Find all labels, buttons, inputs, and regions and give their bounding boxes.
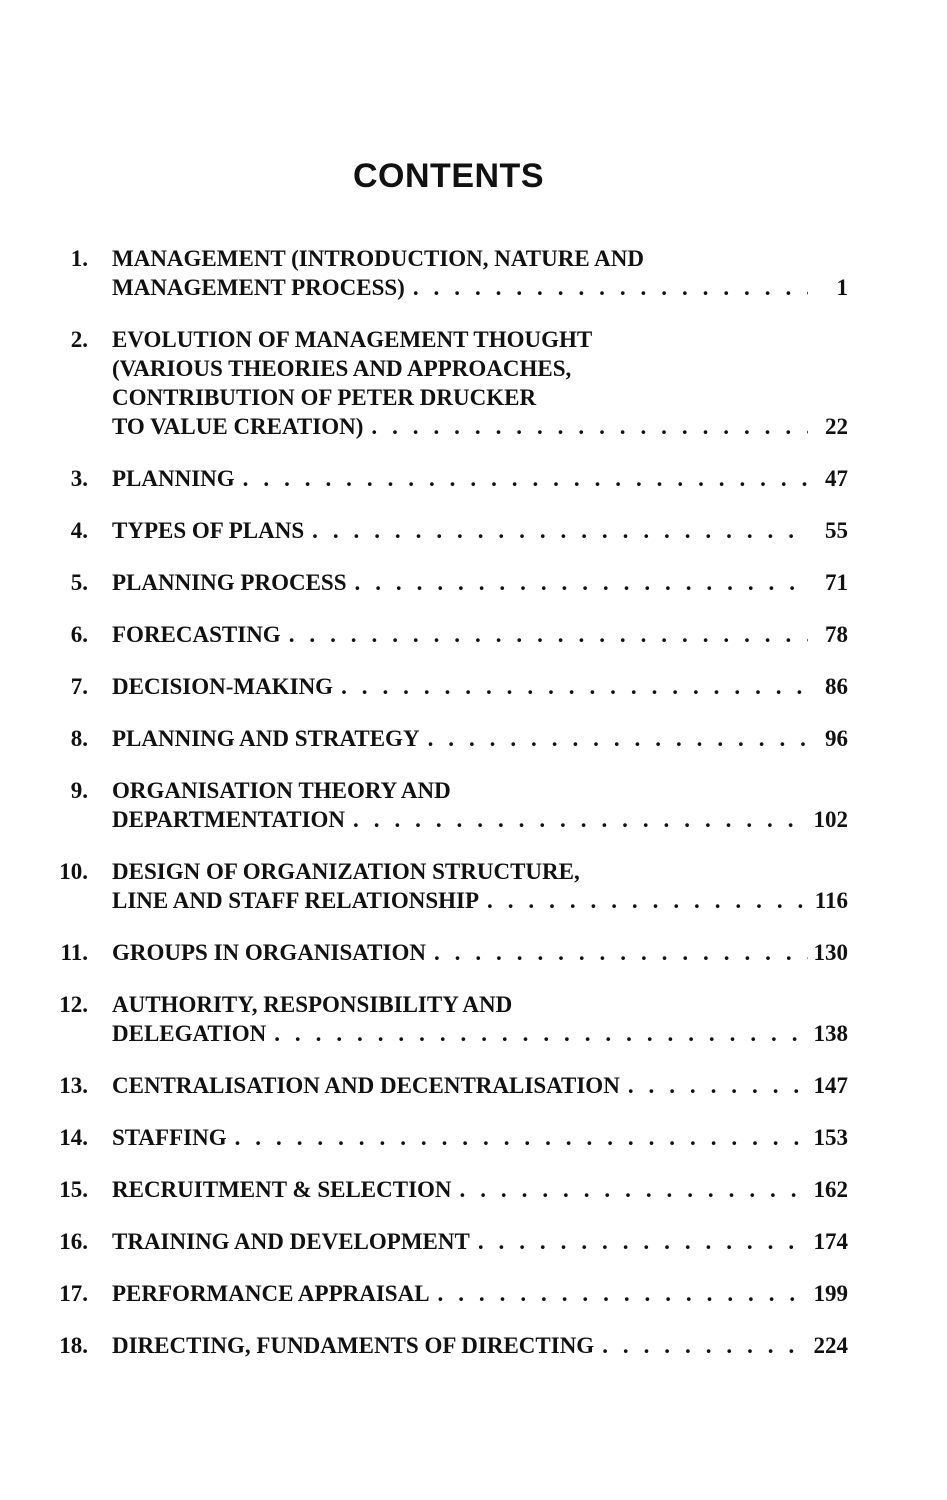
chapter-title-line: CENTRALISATION AND DECENTRALISATION — [112, 1073, 620, 1098]
chapter-title-block — [112, 1071, 848, 1100]
page-number: 153 — [813, 1125, 848, 1150]
toc-entry[interactable] — [0, 1279, 947, 1308]
page-number: 130 — [813, 940, 848, 965]
chapter-number: 15. — [59, 1177, 88, 1202]
chapter-title-line: TYPES OF PLANS — [112, 518, 305, 543]
chapter-title-block — [112, 568, 848, 597]
chapter-title-final-line — [112, 938, 848, 967]
dot-leader — [438, 1279, 808, 1308]
chapter-title-line: GROUPS IN ORGANISATION — [112, 940, 426, 965]
chapter-number: 4. — [70, 518, 88, 543]
chapter-title-final-line — [112, 886, 848, 915]
page-number: 102 — [813, 807, 848, 832]
dot-leader — [341, 672, 808, 701]
chapter-title-block — [112, 1331, 848, 1360]
chapter-number: 13. — [59, 1073, 88, 1098]
page-number: 22 — [825, 414, 848, 439]
toc-entry[interactable] — [0, 516, 947, 545]
toc-entry[interactable] — [0, 672, 947, 701]
toc-entry[interactable] — [0, 776, 947, 834]
chapter-title-block — [112, 244, 848, 302]
chapter-title-block — [112, 938, 848, 967]
chapter-title-line: TO VALUE CREATION) — [112, 414, 364, 439]
chapter-title-final-line — [112, 1227, 848, 1256]
toc-entry[interactable] — [0, 990, 947, 1048]
page-number: 174 — [813, 1229, 848, 1254]
page-number: 55 — [825, 518, 848, 543]
toc-entry[interactable] — [0, 1175, 947, 1204]
chapter-title-block — [112, 325, 848, 441]
dot-leader — [478, 1227, 808, 1256]
chapter-title-line: RECRUITMENT & SELECTION — [112, 1177, 452, 1202]
toc-entry[interactable] — [0, 724, 947, 753]
chapter-title-block — [112, 724, 848, 753]
chapter-number: 8. — [70, 726, 88, 751]
dot-leader — [371, 412, 808, 441]
dot-leader — [428, 724, 808, 753]
chapter-title-block — [112, 1279, 848, 1308]
chapter-title-final-line — [112, 464, 848, 493]
toc-entry[interactable] — [0, 1331, 947, 1360]
chapter-title-final-line — [112, 620, 848, 649]
dot-leader — [413, 273, 808, 302]
chapter-title-line: DIRECTING, FUNDAMENTS OF DIRECTING — [112, 1333, 595, 1358]
chapter-number: 9. — [70, 778, 88, 803]
toc-entry[interactable] — [0, 244, 947, 302]
chapter-title-line: STAFFING — [112, 1125, 227, 1150]
dot-leader — [243, 464, 808, 493]
toc-entry[interactable] — [0, 325, 947, 441]
chapter-title-line: PERFORMANCE APPRAISAL — [112, 1281, 430, 1306]
dot-leader — [602, 1331, 808, 1360]
dot-leader — [460, 1175, 808, 1204]
chapter-title-block — [112, 1175, 848, 1204]
dot-leader — [274, 1019, 808, 1048]
page-number: 199 — [813, 1281, 848, 1306]
chapter-title-block — [112, 1123, 848, 1152]
page-number: 78 — [825, 622, 848, 647]
page-number: 224 — [813, 1333, 848, 1358]
chapter-title-block — [112, 516, 848, 545]
toc-entry[interactable] — [0, 568, 947, 597]
chapter-number: 10. — [59, 859, 88, 884]
chapter-title-line: DESIGN OF ORGANIZATION STRUCTURE, — [112, 859, 580, 884]
page-number: 116 — [814, 888, 848, 913]
chapter-number: 7. — [70, 674, 88, 699]
page-title: CONTENTS — [353, 157, 544, 195]
toc-entry[interactable] — [0, 620, 947, 649]
chapter-title-final-line — [112, 724, 848, 753]
chapter-title-final-line — [112, 1071, 848, 1100]
chapter-title-line: PLANNING — [112, 466, 235, 491]
chapter-title-block — [112, 464, 848, 493]
chapter-title-line: DELEGATION — [112, 1021, 267, 1046]
toc-entry[interactable] — [0, 857, 947, 915]
chapter-title-line: MANAGEMENT PROCESS) — [112, 275, 405, 300]
toc-entry[interactable] — [0, 938, 947, 967]
page-number: 138 — [813, 1021, 848, 1046]
chapter-number: 18. — [59, 1333, 88, 1358]
chapter-title-line: TRAINING AND DEVELOPMENT — [112, 1229, 470, 1254]
dot-leader — [628, 1071, 808, 1100]
dot-leader — [312, 516, 808, 545]
chapter-title-final-line — [112, 672, 848, 701]
chapter-title-block — [112, 990, 848, 1048]
chapter-title-final-line — [112, 568, 848, 597]
dot-leader — [353, 805, 808, 834]
chapter-title-final-line — [112, 1019, 848, 1048]
chapter-title-line: PLANNING PROCESS — [112, 570, 347, 595]
chapter-number: 16. — [59, 1229, 88, 1254]
chapter-title-final-line — [112, 1279, 848, 1308]
chapter-number: 17. — [59, 1281, 88, 1306]
toc-entry[interactable] — [0, 464, 947, 493]
page-number: 86 — [825, 674, 848, 699]
dot-leader — [434, 938, 808, 967]
chapter-title-line: (VARIOUS THEORIES AND APPROACHES, — [112, 356, 572, 381]
chapter-number: 5. — [70, 570, 88, 595]
chapter-title-block — [112, 857, 848, 915]
page-number: 147 — [813, 1073, 848, 1098]
toc-entry[interactable] — [0, 1227, 947, 1256]
chapter-number: 11. — [60, 940, 88, 965]
page-number: 71 — [825, 570, 848, 595]
chapter-number: 2. — [70, 327, 88, 352]
chapter-title-final-line — [112, 805, 848, 834]
chapter-title-final-line — [112, 412, 848, 441]
chapter-title-final-line — [112, 1123, 848, 1152]
chapter-title-line: DEPARTMENTATION — [112, 807, 346, 832]
dot-leader — [235, 1123, 808, 1152]
toc-entry[interactable] — [0, 1123, 947, 1152]
chapter-title-line: PLANNING AND STRATEGY — [112, 726, 420, 751]
chapter-title-final-line — [112, 1175, 848, 1204]
chapter-title-line: ORGANISATION THEORY AND — [112, 778, 451, 803]
dot-leader — [355, 568, 808, 597]
chapter-number: 3. — [70, 466, 88, 491]
chapter-number: 12. — [59, 992, 88, 1017]
chapter-title-line: EVOLUTION OF MANAGEMENT THOUGHT — [112, 327, 593, 352]
chapter-title-final-line — [112, 273, 848, 302]
chapter-number: 1. — [70, 246, 88, 271]
chapter-title-line: MANAGEMENT (INTRODUCTION, NATURE AND — [112, 246, 645, 271]
page-number: 1 — [836, 275, 848, 300]
chapter-number: 14. — [59, 1125, 88, 1150]
chapter-title-line: CONTRIBUTION OF PETER DRUCKER — [112, 385, 537, 410]
chapter-number: 6. — [70, 622, 88, 647]
chapter-title-block — [112, 776, 848, 834]
chapter-title-line: FORECASTING — [112, 622, 281, 647]
chapter-title-block — [112, 672, 848, 701]
chapter-title-block — [112, 1227, 848, 1256]
page-number: 47 — [825, 466, 848, 491]
table-of-contents — [0, 244, 947, 1383]
page-number: 96 — [825, 726, 848, 751]
chapter-title-line: DECISION-MAKING — [112, 674, 334, 699]
page-number: 162 — [813, 1177, 848, 1202]
dot-leader — [487, 886, 808, 915]
chapter-title-line: AUTHORITY, RESPONSIBILITY AND — [112, 992, 513, 1017]
chapter-title-final-line — [112, 1331, 848, 1360]
dot-leader — [289, 620, 808, 649]
chapter-title-block — [112, 620, 848, 649]
chapter-title-line: LINE AND STAFF RELATIONSHIP — [112, 888, 480, 913]
toc-entry[interactable] — [0, 1071, 947, 1100]
chapter-title-final-line — [112, 516, 848, 545]
